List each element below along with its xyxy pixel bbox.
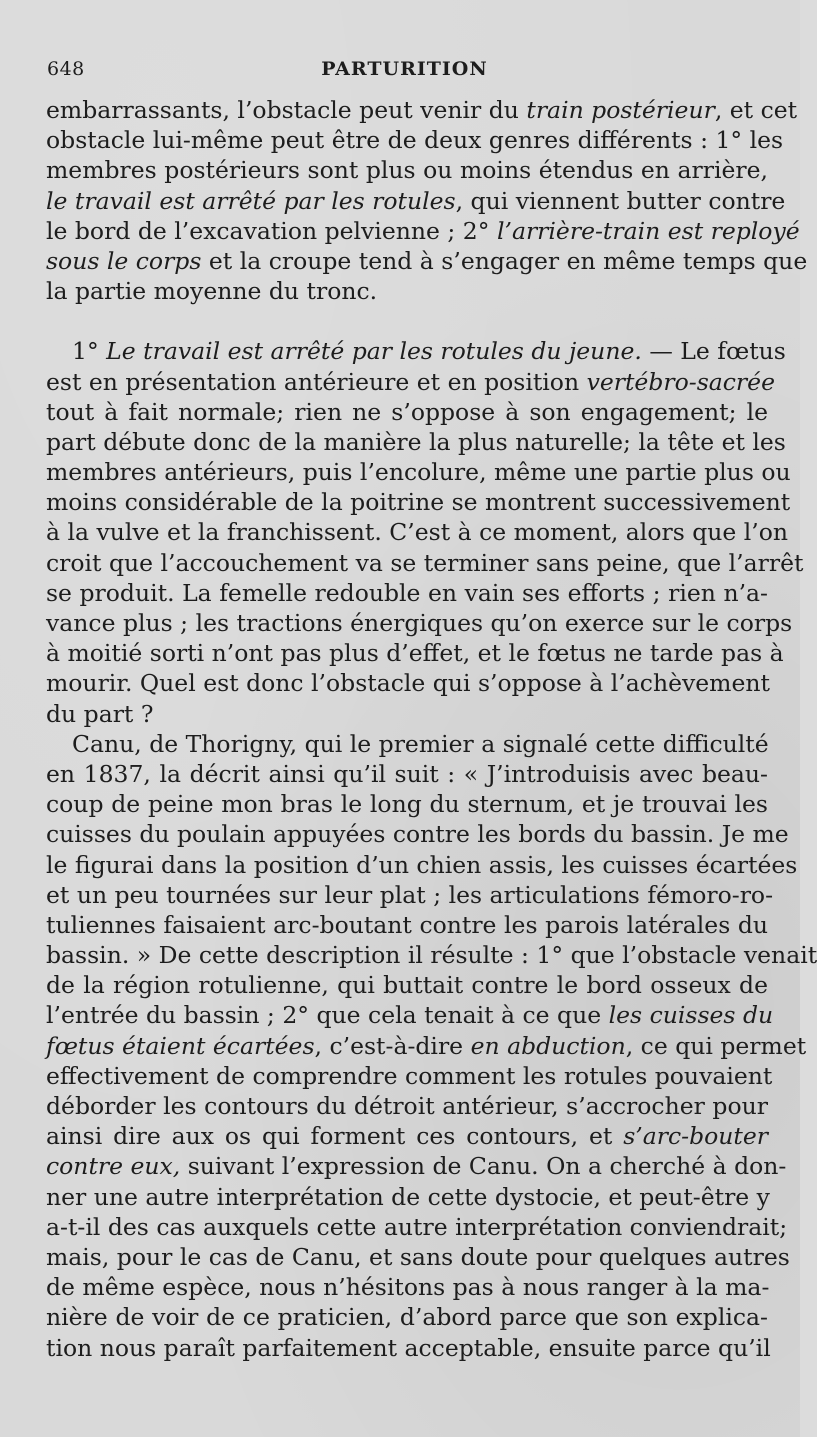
text-run: à la vulve et la franchissent. C’est à ce moment, alors que l’on (46, 518, 789, 547)
text-line (46, 1061, 773, 1091)
text-line (46, 336, 786, 366)
text-line (46, 668, 768, 698)
text-line (46, 578, 768, 608)
text-run: tout à fait normale; rien ne s’oppose à son engagement; le (46, 397, 768, 426)
text-line (46, 1302, 768, 1332)
text-run: mais, pour le cas de Canu, et sans doute pour quelques autres (46, 1242, 790, 1271)
text-run: tion nous paraît parfaitement acceptable, ensuite parce qu’il (46, 1333, 771, 1362)
running-head (47, 58, 762, 88)
text-line (46, 276, 768, 306)
text-run: la partie moyenne du tronc. (46, 277, 378, 306)
text-line (46, 1212, 788, 1242)
text-run: a-t-il des cas auxquels cette autre interprétation conviendrait; (46, 1212, 788, 1241)
text-line (46, 819, 789, 849)
text-line (46, 1000, 774, 1030)
italic-text: train postérieur (526, 96, 715, 124)
text-run: l’entrée du bassin ; 2° que cela tenait à ce que (46, 1001, 609, 1030)
text-run: de la région rotulienne, qui buttait contre le bord osseux de (46, 971, 768, 1000)
text-line (46, 789, 768, 819)
text-run: ainsi dire aux os qui forment ces contours, et (46, 1122, 624, 1151)
text-line (46, 95, 798, 125)
italic-text: contre eux, (46, 1152, 181, 1181)
text-line (46, 397, 768, 427)
text-run: cuisses du poulain appuyées contre les bords du bassin. Je me (46, 820, 789, 849)
text-line (46, 1121, 768, 1151)
text-run: mourir. Quel est donc l’obstacle qui s’oppose à l’achèvement (46, 669, 770, 698)
body-text (46, 95, 817, 1363)
text-run: membres antérieurs, puis l’encolure, même une partie plus ou (46, 458, 791, 487)
text-run: nière de voir de ce praticien, d’abord parce que son explica- (46, 1303, 768, 1332)
italic-text: fœtus étaient écartées (46, 1031, 315, 1060)
text-line (46, 638, 784, 668)
text-run: , ce qui permet (625, 1031, 807, 1060)
text-line (46, 608, 793, 638)
text-run: vance plus ; les tractions énergiques qu’on exerce sur le corps (46, 609, 793, 637)
text-line (46, 1182, 768, 1212)
italic-text: l’arrière-train est reployé (496, 216, 800, 245)
text-line (46, 759, 768, 789)
text-line (46, 427, 786, 457)
text-run: et la croupe tend à s’engager en même temps que (201, 246, 808, 275)
text-run: 1° (72, 337, 107, 366)
paragraph (46, 95, 808, 306)
text-line (46, 729, 768, 759)
text-line (46, 186, 786, 216)
text-line (46, 850, 798, 880)
text-line (46, 216, 800, 246)
text-line (46, 1272, 768, 1302)
text-line (46, 699, 768, 729)
text-run: Canu, de Thorigny, qui le premier a signalé cette difficulté (72, 729, 769, 758)
text-run: se produit. La femelle redouble en vain ses efforts ; rien n’a- (46, 578, 768, 607)
text-run: tuliennes faisaient arc-boutant contre les parois latérales du (46, 910, 768, 939)
text-run: moins considérable de la poitrine se montrent successivement (46, 488, 791, 517)
page-number: 648 (47, 58, 85, 80)
text-run: embarrassants, l’obstacle peut venir du (46, 96, 527, 124)
text-line (46, 487, 791, 517)
text-line (46, 548, 804, 578)
text-line (46, 1091, 768, 1121)
text-run: effectivement de comprendre comment les rotules pouvaient (46, 1061, 773, 1090)
italic-text: les cuisses du (608, 1001, 774, 1030)
text-run: le bord de l’excavation pelvienne ; 2° (46, 216, 497, 245)
text-line (46, 1242, 790, 1272)
italic-text: sous le corps (46, 246, 202, 275)
text-line (46, 1151, 787, 1181)
text-run: bassin. » De cette description il résulte : 1° que l’obstacle venait (46, 941, 817, 970)
text-line (46, 1333, 771, 1363)
text-line (46, 125, 784, 155)
text-run: de même espèce, nous n’hésitons pas à nous ranger à la ma- (46, 1273, 770, 1302)
italic-text: en abduction (470, 1031, 626, 1060)
text-run: membres postérieurs sont plus ou moins étendus en arrière, (46, 156, 768, 185)
text-run: croit que l’accouchement va se terminer sans peine, que l’arrêt (46, 548, 804, 577)
text-run: le figurai dans la position d’un chien assis, les cuisses écartées (46, 850, 798, 879)
italic-text: vertébro-sacrée (586, 367, 775, 396)
italic-text: le travail est arrêté par les rotules (46, 186, 456, 215)
text-run: est en présentation antérieure et en position (46, 367, 587, 396)
text-line (46, 880, 774, 910)
text-run: , et cet (714, 96, 798, 124)
text-line (46, 970, 768, 1000)
text-run: coup de peine mon bras le long du sternum, et je trouvai les (46, 790, 768, 819)
text-line (46, 457, 791, 487)
italic-text: Le travail est arrêté par les rotules du jeune. (106, 337, 642, 366)
text-line (46, 1031, 807, 1061)
running-title: PARTURITION (321, 58, 488, 80)
text-run: , qui viennent butter contre (455, 186, 786, 215)
text-line (46, 246, 808, 276)
text-run: à moitié sorti n’ont pas plus d’effet, et le fœtus ne tarde pas à (46, 639, 784, 668)
text-line (46, 367, 775, 397)
italic-text: s’arc-bouter (623, 1122, 768, 1151)
text-run: en 1837, la décrit ainsi qu’il suit : « J’introduisis avec beau- (46, 759, 768, 788)
text-run: ner une autre interprétation de cette dystocie, et peut-être y (46, 1182, 770, 1211)
text-run: du part ? (46, 699, 154, 728)
text-line (46, 517, 789, 547)
text-line (46, 155, 768, 185)
text-run: , c’est-à-dire (314, 1031, 471, 1060)
text-line (46, 940, 817, 970)
text-run: — Le fœtus (641, 337, 786, 366)
paragraph (46, 729, 817, 1363)
text-line (46, 910, 768, 940)
text-run: suivant l’expression de Canu. On a cherché à don- (180, 1152, 787, 1181)
text-run: déborder les contours du détroit antérieur, s’accrocher pour (46, 1092, 768, 1120)
paragraph (46, 336, 804, 728)
text-run: et un peu tournées sur leur plat ; les articulations fémoro-ro- (46, 880, 774, 909)
text-run: part débute donc de la manière la plus naturelle; la tête et les (46, 427, 786, 456)
text-run: obstacle lui-même peut être de deux genres différents : 1° les (46, 126, 784, 155)
